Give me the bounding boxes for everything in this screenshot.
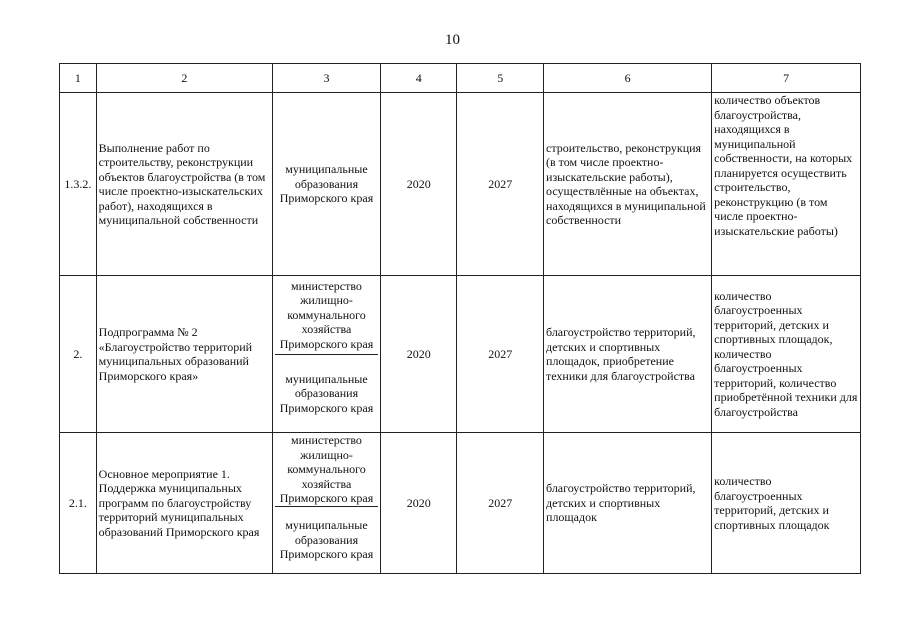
row-number: 2.1. bbox=[60, 433, 97, 574]
expected-result: благоустройство территорий, детских и спортивных площадок bbox=[544, 433, 712, 574]
page-number: 10 bbox=[445, 32, 460, 48]
start-year: 2020 bbox=[380, 93, 456, 276]
executor: муниципальные образования Приморского края bbox=[272, 93, 380, 276]
header-cell-5: 5 bbox=[457, 64, 544, 93]
indicator: количество объектов благоустройства, находящихся в муниципальной собственности, на которых планируется осуществить строительство, реконструкцию (в том числе проектно-изыскательские работы) bbox=[712, 93, 861, 276]
header-row bbox=[60, 64, 861, 93]
start-year: 2020 bbox=[380, 276, 456, 433]
header-cell-6: 6 bbox=[544, 64, 712, 93]
table-row bbox=[60, 93, 861, 276]
executor: муниципальные образования Приморского края bbox=[279, 371, 374, 415]
row-number: 1.3.2. bbox=[60, 93, 97, 276]
end-year: 2027 bbox=[457, 93, 544, 276]
executor: муниципальные образования Приморского края bbox=[279, 518, 374, 561]
indicator: количество благоустроенных территорий, детских и спортивных площадок bbox=[712, 433, 861, 574]
header-cell-7: 7 bbox=[712, 64, 861, 93]
executor: министерство жилищно-коммунального хозяйства Приморского края bbox=[275, 276, 378, 355]
activity-name: Подпрограмма № 2 «Благоустройство территорий муниципальных образований Приморского края» bbox=[96, 276, 272, 433]
end-year: 2027 bbox=[457, 276, 544, 433]
executor: министерство жилищно-коммунального хозяйства Приморского края bbox=[275, 433, 378, 507]
activity-name: Выполнение работ по строительству, реконструкции объектов благоустройства (в том числе проектно-изыскательских работ), находящихся в муниципальной собственности bbox=[96, 93, 272, 276]
start-year: 2020 bbox=[380, 433, 456, 574]
end-year: 2027 bbox=[457, 433, 544, 574]
expected-result: строительство, реконструкция (в том числе проектно-изыскательские работы), осуществлённые на объектах, находящихся в муниципальной собственности bbox=[544, 93, 712, 276]
executors-cell bbox=[272, 433, 380, 574]
row-number: 2. bbox=[60, 276, 97, 433]
expected-result: благоустройство территорий, детских и спортивных площадок, приобретение техники для благоустройства bbox=[544, 276, 712, 433]
header-cell-4: 4 bbox=[380, 64, 456, 93]
table-row bbox=[60, 276, 861, 433]
activity-name: Основное мероприятие 1. Поддержка муниципальных программ по благоустройству территорий муниципальных образований Приморского края bbox=[96, 433, 272, 574]
header-cell-1: 1 bbox=[60, 64, 97, 93]
header-cell-3: 3 bbox=[272, 64, 380, 93]
header-cell-2: 2 bbox=[96, 64, 272, 93]
executors-cell bbox=[272, 276, 380, 433]
table-row bbox=[60, 433, 861, 574]
indicator: количество благоустроенных территорий, детских и спортивных площадок, количество благоустроенных территорий, количество приобретённой техники для благоустройства bbox=[712, 276, 861, 433]
program-table bbox=[59, 63, 861, 574]
